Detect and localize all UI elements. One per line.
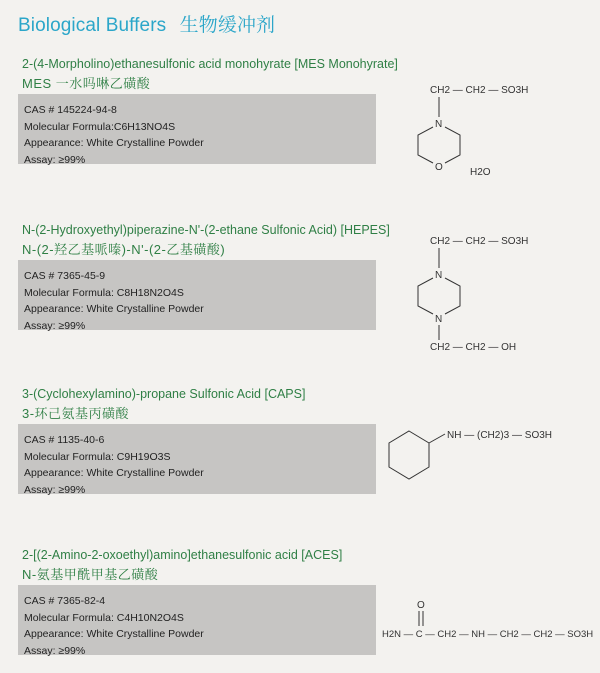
assay: Assay: ≥99% bbox=[24, 644, 86, 657]
nitrogen-label: N bbox=[435, 314, 443, 325]
assay: Assay: ≥99% bbox=[24, 319, 86, 332]
page-title bbox=[18, 10, 275, 37]
structure-caps bbox=[385, 425, 595, 485]
structure-chain-label: H2N — C — CH2 — NH — CH2 — CH2 — SO3H bbox=[382, 629, 594, 640]
formula-label: Molecular Formula: bbox=[24, 611, 117, 624]
formula-label: Molecular Formula: bbox=[24, 120, 114, 133]
bond-line bbox=[429, 434, 445, 443]
structure-hepes bbox=[400, 228, 580, 358]
morpholine-ring bbox=[418, 127, 433, 163]
piperazine-ring bbox=[418, 278, 433, 314]
spec-box bbox=[18, 424, 376, 494]
spec-box bbox=[18, 260, 376, 330]
structure-aces bbox=[382, 596, 597, 646]
product-name-en: N-(2-Hydroxyethyl)piperazine-N'-(2-ethane Sulfonic Acid) [HEPES] bbox=[22, 223, 390, 237]
appearance: Appearance: White Crystalline Powder bbox=[24, 628, 204, 640]
formula-value: C4H10N2O4S bbox=[116, 611, 184, 624]
structure-mes bbox=[400, 77, 580, 187]
formula-value: C9H19O3S bbox=[116, 450, 171, 463]
assay: Assay: ≥99% bbox=[24, 153, 86, 166]
product-name-cn: N-(2-羟乙基哌嗪)-N'-(2-乙基磺酸) bbox=[22, 242, 226, 257]
structure-chain-label: NH — (CH2)3 — SO3H bbox=[447, 430, 553, 441]
formula-value: C6H13NO4S bbox=[113, 120, 176, 133]
structure-chain-label: CH2 — CH2 — OH bbox=[430, 342, 517, 353]
spec-box bbox=[18, 585, 376, 655]
nitrogen-label: N bbox=[435, 119, 443, 130]
page-title-cn: 生物缓冲剂 bbox=[179, 15, 276, 36]
formula-label: Molecular Formula: bbox=[24, 286, 117, 299]
molecular-formula bbox=[24, 449, 376, 466]
cas-number: CAS # 7365-82-4 bbox=[24, 595, 106, 607]
molecular-formula bbox=[24, 610, 376, 627]
piperazine-ring-right bbox=[445, 278, 460, 314]
nitrogen-label: N bbox=[435, 270, 443, 281]
formula-label: Molecular Formula: bbox=[24, 450, 117, 463]
appearance: Appearance: White Crystalline Powder bbox=[24, 137, 204, 149]
oxygen-label: O bbox=[435, 162, 443, 173]
morpholine-ring-right bbox=[445, 127, 460, 163]
product-name-cn: 3-环己氨基丙磺酸 bbox=[22, 406, 130, 421]
formula-value: C8H18N2O4S bbox=[116, 286, 184, 299]
molecular-formula bbox=[24, 285, 376, 302]
oxygen-label: O bbox=[417, 600, 425, 611]
product-name-en: 2-[(2-Amino-2-oxoethyl)amino]ethanesulfonic acid [ACES] bbox=[22, 548, 343, 562]
molecular-formula bbox=[24, 119, 376, 136]
product-name-en: 3-(Cyclohexylamino)-propane Sulfonic Acid [CAPS] bbox=[22, 387, 306, 401]
appearance: Appearance: White Crystalline Powder bbox=[24, 303, 204, 315]
spec-box bbox=[18, 94, 376, 164]
structure-chain-label: CH2 — CH2 — SO3H bbox=[430, 85, 529, 96]
cyclohexane-ring bbox=[389, 431, 429, 479]
cas-number: CAS # 145224-94-8 bbox=[24, 104, 117, 116]
product-name-en: 2-(4-Morpholino)ethanesulfonic acid monohyrate [MES Monohyrate] bbox=[22, 57, 398, 71]
appearance: Appearance: White Crystalline Powder bbox=[24, 467, 204, 479]
product-name-cn: MES 一水吗啉乙磺酸 bbox=[22, 76, 151, 91]
assay: Assay: ≥99% bbox=[24, 483, 86, 496]
cas-number: CAS # 7365-45-9 bbox=[24, 270, 106, 282]
cas-number: CAS # 1135-40-6 bbox=[24, 434, 105, 446]
product-name-cn: N-氨基甲酰甲基乙磺酸 bbox=[22, 567, 159, 582]
page-title-en: Biological Buffers bbox=[18, 15, 167, 36]
structure-chain-label: CH2 — CH2 — SO3H bbox=[430, 236, 529, 247]
water-label: H2O bbox=[470, 167, 491, 178]
